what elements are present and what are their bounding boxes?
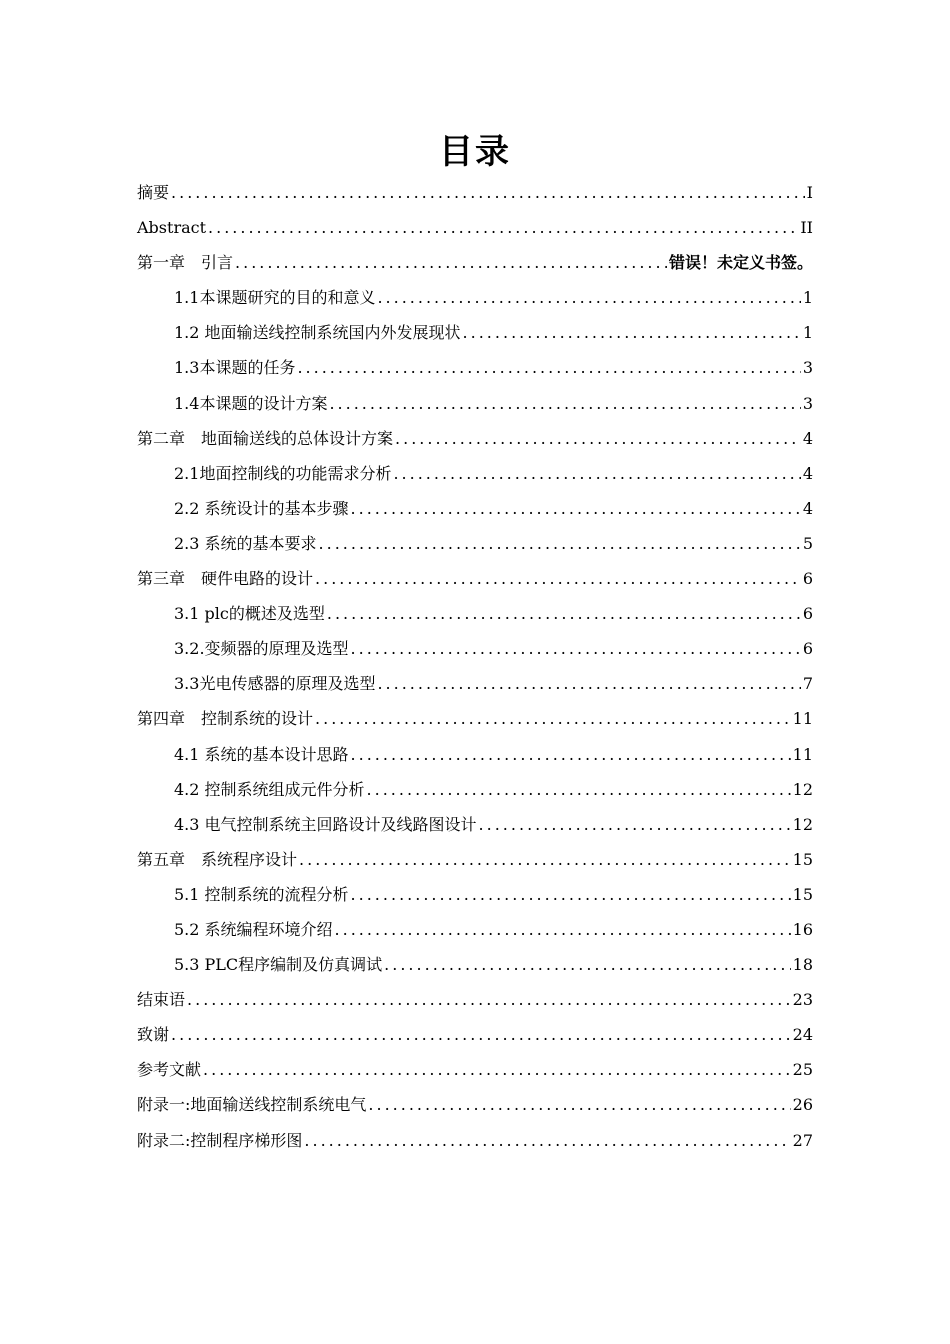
toc-list	[137, 175, 813, 1158]
toc-leader-dots	[395, 421, 801, 456]
toc-entry-page-number: 3	[802, 358, 813, 378]
toc-leader-dots	[171, 175, 805, 210]
toc-entry-page-number: 6	[802, 639, 813, 659]
toc-entry-label: 2.3 系统的基本要求	[174, 533, 317, 553]
toc-entry-page-number: 15	[792, 849, 813, 869]
toc-leader-dots	[351, 631, 801, 666]
toc-entry-page-number: 18	[792, 955, 813, 975]
toc-entry-page-number: 3	[802, 393, 813, 413]
toc-entry[interactable]	[137, 491, 813, 526]
toc-entry[interactable]	[137, 421, 813, 456]
toc-entry-label: 附录一:地面输送线控制系统电气	[137, 1095, 367, 1115]
toc-leader-dots	[367, 772, 791, 807]
toc-entry-label: 2.2 系统设计的基本步骤	[174, 498, 349, 518]
toc-entry[interactable]	[137, 877, 813, 912]
toc-entry-label: 第三章 硬件电路的设计	[137, 569, 314, 589]
toc-leader-dots	[315, 701, 791, 736]
toc-leader-dots	[335, 912, 791, 947]
toc-entry-label: 第二章 地面输送线的总体设计方案	[137, 428, 394, 448]
toc-entry-label: 附录二:控制程序梯形图	[137, 1130, 303, 1150]
toc-leader-dots	[208, 210, 798, 245]
toc-entry-label: 1.1本课题研究的目的和意义	[174, 288, 376, 308]
toc-entry[interactable]	[137, 666, 813, 701]
toc-leader-dots	[351, 737, 791, 772]
toc-leader-dots	[351, 877, 791, 912]
toc-leader-dots	[327, 596, 801, 631]
toc-entry[interactable]	[137, 245, 813, 280]
toc-entry[interactable]	[137, 701, 813, 736]
toc-entry[interactable]	[137, 596, 813, 631]
toc-entry-label: 5.2 系统编程环境介绍	[174, 919, 333, 939]
toc-entry-label: 4.1 系统的基本设计思路	[174, 744, 349, 764]
toc-leader-dots	[319, 526, 801, 561]
toc-entry[interactable]	[137, 561, 813, 596]
toc-entry-label: 1.3本课题的任务	[174, 358, 296, 378]
toc-leader-dots	[329, 386, 800, 421]
toc-entry-page-number: 4	[802, 463, 813, 483]
toc-entry-page-number: 1	[802, 288, 813, 308]
toc-entry-page-number: 12	[792, 814, 813, 834]
toc-entry[interactable]	[137, 315, 813, 350]
toc-entry-label: 1.4本课题的设计方案	[174, 393, 328, 413]
toc-leader-dots	[377, 666, 800, 701]
toc-entry[interactable]	[137, 807, 813, 842]
toc-leader-dots	[304, 1123, 790, 1158]
toc-entry-label: 3.3光电传感器的原理及选型	[174, 674, 376, 694]
toc-entry-label: 2.1地面控制线的功能需求分析	[174, 463, 392, 483]
toc-entry[interactable]	[137, 1017, 813, 1052]
toc-entry-page-number: 4	[802, 498, 813, 518]
toc-entry-label: 第一章 引言	[137, 253, 234, 273]
toc-leader-dots	[393, 456, 800, 491]
toc-leader-dots	[187, 982, 791, 1017]
toc-entry-page-number: 16	[792, 919, 813, 939]
toc-entry-label: 第四章 控制系统的设计	[137, 709, 314, 729]
toc-entry[interactable]	[137, 350, 813, 385]
toc-entry[interactable]	[137, 1123, 813, 1158]
toc-entry-page-number: 5	[802, 533, 813, 553]
toc-entry-label: Abstract	[137, 218, 207, 238]
toc-entry-page-number: 12	[792, 779, 813, 799]
toc-entry-label: 第五章 系统程序设计	[137, 849, 298, 869]
toc-entry-label: 5.1 控制系统的流程分析	[174, 884, 349, 904]
toc-entry-page-number: 24	[792, 1025, 813, 1045]
toc-entry-page-number: 1	[802, 323, 813, 343]
toc-entry[interactable]	[137, 912, 813, 947]
toc-entry[interactable]	[137, 772, 813, 807]
toc-entry-page-number: 25	[792, 1060, 813, 1080]
toc-entry[interactable]	[137, 456, 813, 491]
toc-entry-page-number: 6	[802, 604, 813, 624]
toc-entry-label: 3.1 plc的概述及选型	[174, 604, 325, 624]
toc-entry-page-number: 11	[792, 709, 813, 729]
toc-entry-label: 4.3 电气控制系统主回路设计及线路图设计	[174, 814, 477, 834]
toc-entry-page-number: 4	[802, 428, 813, 448]
toc-leader-dots	[235, 245, 667, 280]
toc-entry[interactable]	[137, 526, 813, 561]
toc-entry-label: 摘要	[137, 183, 170, 202]
toc-leader-dots	[299, 842, 791, 877]
toc-entry[interactable]	[137, 210, 813, 245]
toc-entry[interactable]	[137, 737, 813, 772]
toc-entry-label: 结束语	[137, 990, 186, 1010]
toc-leader-dots	[203, 1052, 791, 1087]
toc-entry-page-number: 11	[792, 744, 813, 764]
toc-entry-label: 5.3 PLC程序编制及仿真调试	[174, 955, 383, 975]
toc-leader-dots	[384, 947, 790, 982]
toc-entry[interactable]	[137, 1052, 813, 1087]
toc-entry[interactable]	[137, 1087, 813, 1122]
toc-entry-error-message: 错误！未定义书签。	[668, 253, 813, 273]
toc-entry-page-number: 27	[792, 1130, 813, 1150]
toc-entry[interactable]	[137, 280, 813, 315]
toc-leader-dots	[297, 350, 800, 385]
toc-entry[interactable]	[137, 842, 813, 877]
toc-entry-label: 4.2 控制系统组成元件分析	[174, 779, 365, 799]
toc-entry-page-number: 15	[792, 884, 813, 904]
toc-entry[interactable]	[137, 175, 813, 210]
toc-leader-dots	[351, 491, 801, 526]
toc-entry[interactable]	[137, 982, 813, 1017]
toc-entry-label: 3.2.变频器的原理及选型	[174, 639, 349, 659]
toc-leader-dots	[377, 280, 800, 315]
toc-entry-page-number: 7	[802, 674, 813, 694]
toc-entry-page-number: I	[806, 183, 813, 202]
toc-leader-dots	[171, 1017, 791, 1052]
toc-leader-dots	[479, 807, 791, 842]
toc-entry-page-number: 6	[802, 569, 813, 589]
toc-leader-dots	[368, 1087, 790, 1122]
toc-leader-dots	[463, 315, 801, 350]
toc-entry-label: 1.2 地面输送线控制系统国内外发展现状	[174, 323, 461, 343]
toc-entry-label: 致谢	[137, 1025, 170, 1045]
toc-entry[interactable]	[137, 947, 813, 982]
toc-entry-page-number: 26	[792, 1095, 813, 1115]
toc-entry-page-number: II	[800, 218, 813, 238]
toc-title: 目录	[439, 132, 511, 172]
toc-entry[interactable]	[137, 386, 813, 421]
toc-entry-label: 参考文献	[137, 1060, 202, 1080]
toc-entry-page-number: 23	[792, 990, 813, 1010]
toc-leader-dots	[315, 561, 801, 596]
toc-entry[interactable]	[137, 631, 813, 666]
